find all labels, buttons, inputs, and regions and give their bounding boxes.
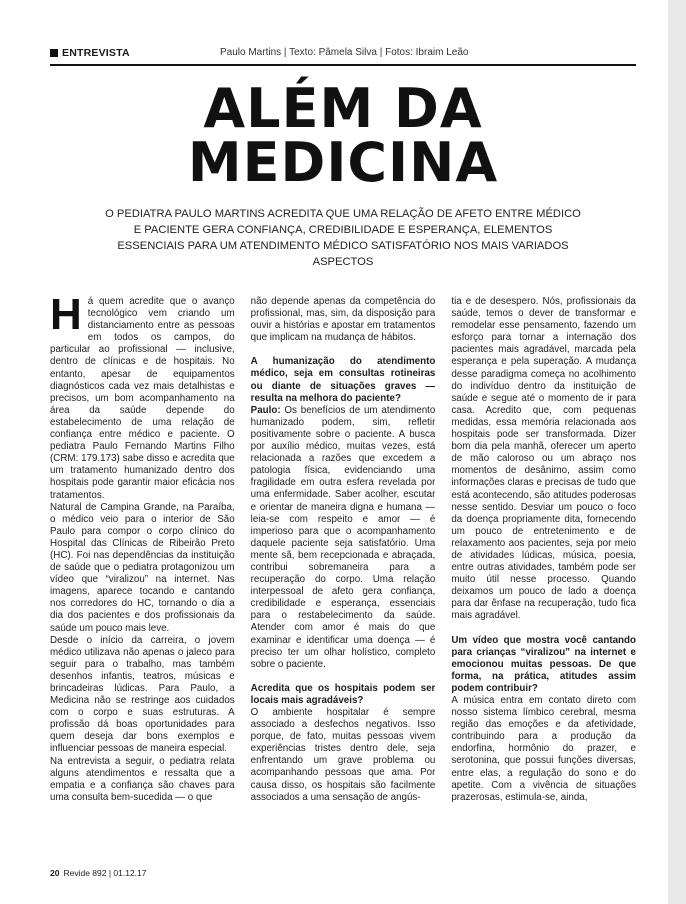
issue-info: Revide 892 | 01.12.17	[63, 868, 147, 878]
interview-answer: A música entra em contato direto com nosso sistema límbico cerebral, mesma região das emoções e da afetividade, contribuindo para a produção da endorfina, hormônio do prazer, e serotonina, que possui funções diversas, entre elas, a regulação do sono e do apetite. Com a vivência de situações prazerosas, estimula-se, ainda,	[451, 695, 637, 803]
interview-question: Um vídeo que mostra você cantando para crianças “viralizou” na internet e emocionou muitas pessoas. De que forma, na prática, atitudes assim podem contribuir?	[451, 634, 637, 694]
title-line-2: MEDICINA	[187, 131, 499, 194]
section-marker	[50, 49, 58, 57]
page-header	[50, 47, 636, 61]
header-rule	[50, 64, 636, 66]
column-2	[251, 296, 436, 856]
interview-question: Acredita que os hospitais podem ser locais mais agradáveis?	[250, 682, 436, 706]
paragraph: não depende apenas da competência do profissional, mas, sim, da disposição para ouvir a histórias e apostar em tratamentos que implicam na mudança de hábitos.	[250, 296, 436, 344]
interview-answer: O ambiente hospitalar é sempre associado a desfechos negativos. Isso porque, de fato, muitas pessoas vivem experiências tristes dentro dele, seja enfrentando um grave problema ou acompanhando pessoas que ama. Por causa disso, os hospitais são facilmente associados a uma sensação de angús-	[250, 707, 436, 803]
interview-answer: Paulo: Os benefícios de um atendimento humanizado podem, sim, refletir positivamente sobre o paciente. A busca por auxílio médico, muitas vezes, está relacionada a razões que excedem a patologia física, evidenciando uma fragilidade em outra esfera revelada por uma enfermidade. Saber acolher, escutar e orientar de maneira digna e humana — leia-se com respeito e amor — é imperioso para que o acompanhamento daquele paciente seja satisfatório. Uma mente sã, bem recepcionada e abraçada, contribui sobremaneira para a recuperação do corpo. Uma relação interpessoal de afeto gera confiança, credibilidade e esperança, essenciais para o restabelecimento da saúde. Atender com amor é mais do que examinar e identificar uma doença — é preciso ter um olhar holístico, completo sobre o paciente.	[250, 404, 436, 670]
speaker-name: Paulo:	[250, 404, 281, 416]
article-body	[50, 296, 636, 856]
article-subtitle: O PEDIATRA PAULO MARTINS ACREDITA QUE UMA RELAÇÃO DE AFETO ENTRE MÉDICO E PACIENTE GERA CONFIANÇA, CREDIBILIDADE E ESPERANÇA, ELEMENTOS ESSENCIAIS PARA UM ATENDIMENTO MÉDICO SATISFATÓRIO NOS MAIS VARIADOS ASPECTOS	[105, 208, 581, 268]
paragraph: Há quem acredite que o avanço tecnológico vem criando um distanciamento entre as pessoas em todos os campos, do particular ao profissional — inclusive, dentro de clínicas e de hospitais. No entanto, apesar de equipamentos diagnósticos cada vez mais detalhistas e precisos, um bom acompanhamento na área da saúde depende do estabelecimento de uma relação de confiança entre médico e paciente. O pediatra Paulo Fernando Martins Filho (CRM: 179.173) sabe disso e acredita que um tratamento humanizado dentro dos hospitais pode garantir maior eficácia nos tratamentos.	[50, 296, 235, 501]
column-3	[451, 296, 636, 856]
article-credits: Paulo Martins | Texto: Pâmela Silva | Fotos: Ibraim Leão	[220, 47, 469, 58]
title-line-1: ALÉM DA	[203, 77, 483, 140]
page-footer	[50, 868, 147, 878]
paragraph: tia e de desespero. Nós, profissionais da saúde, temos o dever de transformar e remodelar esse pensamento, fazendo um esforço para tornar a internação dos pacientes mais agradável, marcada pela esperança e pela superação. A mudança desse paradigma começa no acolhimento do indivíduo dentro da instituição de saúde e segue até o momento de ir para casa. Acredito que, com pequenas medidas, essa memória relacionada aos hospitais pode ser transformada. Dizer bom dia pela manhã, oferecer um aperto de mão caloroso ou um abraço nos momentos de desânimo, assim como informações claras e precisas de tudo que está acontecendo, são atitudes poderosas nesse sentido. Desviar um pouco o foco da doença propriamente dita, fornecendo um pouco de entretenimento e de relaxamento aos pacientes, seja por meio de atividades lúdicas, música, poesia, entre outras atividades, também pode ser muito útil nesse processo. Quando deixamos um pouco de lado a doença para dar ênfase na recuperação, tudo fica mais agradável.	[451, 296, 637, 622]
interview-question: A humanização do atendimento médico, seja em consultas rotineiras ou diante de situações graves — resulta na melhora do paciente?	[250, 356, 436, 404]
page-number: 20	[50, 868, 60, 878]
paragraph: Na entrevista a seguir, o pediatra relata alguns atendimentos e ressalta que a empatia e a confiança são chaves para uma consulta bem-sucedida — o que	[50, 755, 235, 803]
drop-cap: H	[50, 296, 82, 339]
section-label: ENTREVISTA	[62, 47, 130, 59]
paragraph: Desde o início da carreira, o jovem médico utilizava não apenas o jaleco para seguir para o trabalho, mas também desenhos infantis, teatros, músicas e brincadeiras lúdicas. Para Paulo, a Medicina não se restringe aos cuidados com o corpo e suas estruturas. A profissão dá boas oportunidades para quem deseja dar bons exemplos e influenciar pessoas de maneira especial.	[50, 634, 235, 755]
paragraph: Natural de Campina Grande, na Paraíba, o médico veio para o interior de São Paulo para compor o corpo clínico do Hospital das Clínicas de Ribeirão Preto (HC). Foi nas dependências da instituição de saúde que o pediatra protagonizou um vídeo que “viralizou” na internet. Nas imagens, aparece tocando e cantando nos corredores do HC, tornando o dia a dia dos pacientes e dos profissionais da saúde um pouco mais leve.	[50, 501, 235, 634]
article-title	[50, 77, 636, 194]
column-1	[50, 296, 235, 856]
